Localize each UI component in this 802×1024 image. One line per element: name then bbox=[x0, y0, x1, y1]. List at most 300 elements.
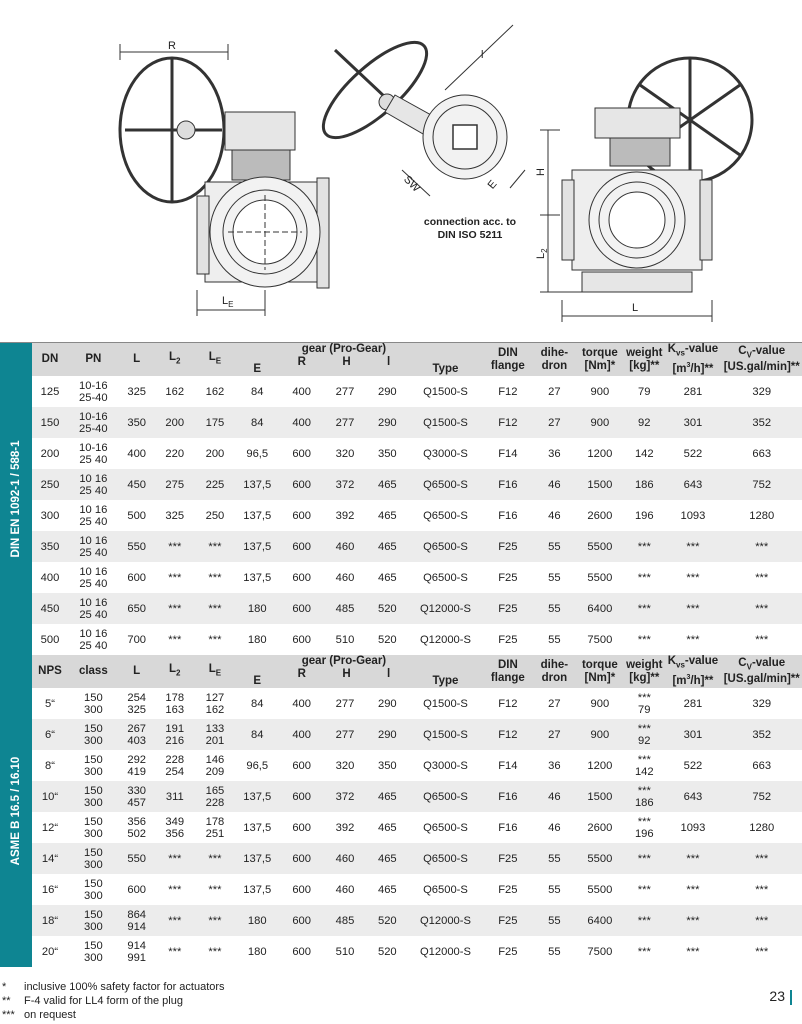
weight-header-line: weight bbox=[626, 346, 663, 359]
cell-pn-line: 150 bbox=[84, 939, 103, 952]
cell-pn-line: 25 40 bbox=[79, 546, 108, 559]
cell-dihe: 36 bbox=[548, 447, 561, 460]
cell-dn: 20“ bbox=[41, 945, 59, 958]
cell-pn-line: 150 bbox=[84, 722, 103, 735]
cv-value: -value bbox=[751, 344, 786, 357]
cell-torque: 1200 bbox=[587, 759, 613, 772]
cell-pn-line: 25 40 bbox=[79, 639, 108, 652]
col-header-cv bbox=[721, 655, 802, 688]
cell-l bbox=[119, 750, 155, 781]
e-header-label: E bbox=[253, 363, 262, 376]
cell-l: 600 bbox=[127, 883, 147, 896]
cell-pn-line: 10 16 bbox=[79, 627, 108, 640]
right-valve-view bbox=[540, 58, 752, 322]
cell-l-line: 914 bbox=[127, 939, 147, 952]
cell-pn-line: 150 bbox=[84, 908, 103, 921]
cell-l2: 325 bbox=[165, 509, 185, 522]
cell-le bbox=[195, 750, 235, 781]
cell-weight: 142 bbox=[634, 447, 654, 460]
cell-l2: *** bbox=[155, 905, 195, 936]
cell-type: Q12000-S bbox=[419, 633, 471, 646]
table-body bbox=[32, 688, 802, 967]
cell-le-line: 209 bbox=[205, 765, 225, 778]
connection-note bbox=[400, 216, 540, 242]
cell-dn: 5“ bbox=[45, 697, 55, 710]
cell-cv: 663 bbox=[752, 447, 772, 460]
cell-type: Q6500-S bbox=[423, 821, 468, 834]
cell-l2-line: 254 bbox=[165, 765, 185, 778]
le-header-label: L bbox=[208, 351, 216, 364]
cell-pn-line: 300 bbox=[84, 734, 103, 747]
cell-l2: *** bbox=[155, 593, 195, 624]
cell-pn-line: 10-16 bbox=[79, 410, 108, 423]
cell-dn: 10“ bbox=[32, 781, 68, 812]
cell-weight: *** bbox=[637, 633, 651, 646]
cell-pn bbox=[68, 562, 119, 593]
l2-header-sub: 2 bbox=[176, 356, 181, 366]
cv-c: C bbox=[738, 656, 747, 669]
cell-dn: 150 bbox=[32, 407, 68, 438]
cell-kvs: 1093 bbox=[680, 821, 706, 834]
cell-dihe: 55 bbox=[533, 531, 575, 562]
table-row bbox=[32, 719, 802, 750]
cell-cv: 752 bbox=[721, 781, 802, 812]
cell-torque: 900 bbox=[590, 697, 610, 710]
cell-din: F25 bbox=[482, 531, 533, 562]
cell-pn-line: 300 bbox=[84, 827, 103, 840]
cell-l2: 220 bbox=[165, 447, 185, 460]
cell-h: 460 bbox=[324, 531, 366, 562]
footnote-mark: * bbox=[2, 981, 7, 993]
cell-kvs: *** bbox=[664, 593, 721, 624]
cell-le bbox=[195, 688, 235, 719]
table-header bbox=[32, 343, 802, 376]
cell-l2: 311 bbox=[155, 781, 195, 812]
cell-le: *** bbox=[195, 593, 235, 624]
cell-weight-line: *** bbox=[637, 722, 651, 735]
cell-h: 320 bbox=[335, 447, 355, 460]
table-row bbox=[32, 593, 802, 624]
cell-e: 137,5 bbox=[235, 531, 279, 562]
cell-weight: *** bbox=[624, 531, 664, 562]
cell-r: 400 bbox=[292, 697, 311, 710]
cell-torque: 6400 bbox=[576, 905, 625, 936]
cell-le: 162 bbox=[205, 385, 225, 398]
cell-l bbox=[119, 812, 155, 843]
cell-le-line: 228 bbox=[205, 796, 225, 809]
cell-dn: 350 bbox=[32, 531, 68, 562]
cell-r: 400 bbox=[292, 385, 311, 398]
cell-weight: *** bbox=[624, 843, 664, 874]
kvs-unit-end: /h]** bbox=[690, 363, 714, 376]
col-header-cv bbox=[721, 343, 802, 376]
cell-dn: 250 bbox=[32, 469, 68, 500]
kvs-value: -value bbox=[684, 655, 719, 667]
cell-le: 175 bbox=[195, 407, 235, 438]
cell-r: 600 bbox=[279, 531, 323, 562]
cell-le-line: 127 bbox=[205, 691, 225, 704]
col-header-pn bbox=[68, 655, 119, 688]
cell-weight: 92 bbox=[624, 407, 664, 438]
din-side-label: DIN EN 1092-1 / 588-1 bbox=[10, 440, 22, 558]
cell-din: F16 bbox=[482, 781, 533, 812]
col-header-l2 bbox=[155, 343, 195, 376]
cell-h: 277 bbox=[335, 385, 355, 398]
din-header-line: DIN bbox=[497, 658, 518, 671]
page-number bbox=[769, 988, 792, 1005]
cell-dihe: 46 bbox=[533, 469, 575, 500]
cell-le: *** bbox=[195, 843, 235, 874]
cell-le: 225 bbox=[195, 469, 235, 500]
cell-dihe: 55 bbox=[548, 633, 561, 646]
cv-unit: [US.gal/min]** bbox=[723, 361, 800, 374]
connection-note-line: DIN ISO 5211 bbox=[437, 229, 503, 241]
cell-pn-line: 150 bbox=[84, 815, 103, 828]
kvs-unit: [m bbox=[672, 675, 687, 688]
cell-h: 392 bbox=[335, 821, 355, 834]
din-side-bar bbox=[0, 343, 32, 655]
cell-weight: 79 bbox=[638, 385, 651, 398]
cell-pn bbox=[68, 905, 119, 936]
cell-dn: 200 bbox=[40, 447, 60, 460]
cell-kvs: 522 bbox=[683, 447, 703, 460]
cell-din: F12 bbox=[498, 385, 518, 398]
cell-e: 137,5 bbox=[235, 843, 279, 874]
weight-header-line: [kg]** bbox=[629, 671, 660, 684]
cell-cv: *** bbox=[755, 883, 769, 896]
cell-dn: 14“ bbox=[32, 843, 68, 874]
cell-dihe: 27 bbox=[533, 719, 575, 750]
kvs-header-line bbox=[664, 359, 721, 376]
left-valve-view bbox=[120, 44, 329, 316]
r-header-label: R bbox=[297, 356, 306, 368]
cell-pn bbox=[68, 438, 119, 469]
table-row bbox=[32, 781, 802, 812]
cell-weight bbox=[624, 750, 664, 781]
cell-pn-line: 150 bbox=[84, 784, 103, 797]
h-header-label: H bbox=[342, 356, 351, 368]
cell-l2-line: 216 bbox=[165, 734, 185, 747]
cell-pn-line: 300 bbox=[84, 765, 103, 778]
cell-kvs: 281 bbox=[683, 697, 703, 710]
valve-drawings-svg bbox=[0, 0, 802, 342]
table-row bbox=[32, 905, 802, 936]
cell-e: 137,5 bbox=[243, 509, 272, 522]
cell-l2-line: 191 bbox=[165, 722, 185, 735]
cell-din: F25 bbox=[482, 905, 533, 936]
cell-pn-line: 300 bbox=[84, 796, 103, 809]
kvs-header-line bbox=[664, 655, 721, 671]
i-header-label: l bbox=[387, 668, 391, 680]
asme-table-section bbox=[0, 655, 802, 967]
cell-din: F12 bbox=[498, 697, 518, 710]
cell-h: 372 bbox=[324, 781, 366, 812]
col-header-dihedron bbox=[533, 343, 575, 376]
cell-dihe: 27 bbox=[548, 697, 561, 710]
cell-kvs: *** bbox=[686, 571, 700, 584]
le-header-sub: E bbox=[215, 356, 222, 366]
cell-pn bbox=[68, 750, 119, 781]
le-header-label: L bbox=[208, 663, 216, 676]
kvs-k: K bbox=[667, 655, 676, 667]
cell-dihe: 55 bbox=[548, 571, 561, 584]
cell-l-line: 330 bbox=[127, 784, 147, 797]
cell-dn: 16“ bbox=[41, 883, 59, 896]
cell-weight: 196 bbox=[634, 509, 654, 522]
col-header-type bbox=[408, 343, 482, 376]
cell-din: F16 bbox=[498, 509, 518, 522]
cell-i: 465 bbox=[377, 509, 397, 522]
cell-l-line: 864 bbox=[127, 908, 147, 921]
cell-pn bbox=[68, 843, 119, 874]
cell-pn-line: 25 40 bbox=[79, 577, 108, 590]
cell-cv: *** bbox=[721, 905, 802, 936]
cell-e: 180 bbox=[247, 633, 267, 646]
i-header-label: l bbox=[387, 356, 391, 368]
cell-type: Q1500-S bbox=[423, 385, 468, 398]
cell-weight: *** bbox=[637, 945, 651, 958]
table-row bbox=[32, 407, 802, 438]
col-header-weight bbox=[624, 343, 664, 376]
col-header-le bbox=[195, 343, 235, 376]
cell-weight-line: *** bbox=[637, 784, 651, 797]
cell-r: 600 bbox=[292, 447, 311, 460]
cell-le bbox=[195, 781, 235, 812]
asme-dimensions-table bbox=[32, 655, 802, 967]
cell-pn bbox=[68, 812, 119, 843]
cell-torque: 5500 bbox=[576, 843, 625, 874]
cell-i: 290 bbox=[377, 385, 397, 398]
cell-weight bbox=[624, 781, 664, 812]
cell-pn bbox=[68, 531, 119, 562]
dn-header-label: NPS bbox=[38, 665, 62, 678]
cell-i: 465 bbox=[366, 531, 408, 562]
l2-header-label: L bbox=[169, 351, 177, 364]
cell-le-line: 178 bbox=[205, 815, 225, 828]
cell-e: 180 bbox=[235, 593, 279, 624]
cell-i: 520 bbox=[366, 905, 408, 936]
cell-le bbox=[195, 812, 235, 843]
cell-pn-line: 300 bbox=[84, 858, 103, 871]
cell-pn-line: 300 bbox=[84, 889, 103, 902]
cell-l2: 275 bbox=[155, 469, 195, 500]
din-table-section bbox=[0, 343, 802, 655]
cell-h: 460 bbox=[324, 843, 366, 874]
cell-r: 600 bbox=[292, 633, 311, 646]
cell-h: 510 bbox=[335, 633, 355, 646]
cell-din: F14 bbox=[498, 447, 518, 460]
torque-header-line: [Nm]* bbox=[584, 671, 616, 684]
cell-le: *** bbox=[208, 883, 222, 896]
cell-pn bbox=[68, 874, 119, 905]
cell-pn bbox=[68, 469, 119, 500]
footnote-text: inclusive 100% safety factor for actuators bbox=[24, 981, 225, 993]
dn-header-label: DN bbox=[41, 353, 59, 366]
footnote bbox=[0, 1008, 225, 1022]
cell-kvs: 643 bbox=[664, 781, 721, 812]
cell-kvs: *** bbox=[686, 945, 700, 958]
cell-torque: 7500 bbox=[587, 633, 613, 646]
cell-dihe: 46 bbox=[548, 509, 561, 522]
cell-e: 96,5 bbox=[246, 759, 269, 772]
cell-dn: 125 bbox=[40, 385, 60, 398]
cv-sub: V bbox=[746, 662, 752, 672]
cell-cv: *** bbox=[755, 945, 769, 958]
cell-kvs: 522 bbox=[683, 759, 703, 772]
cell-weight-line: *** bbox=[637, 691, 651, 704]
cell-pn bbox=[68, 688, 119, 719]
cv-c: C bbox=[738, 344, 747, 357]
cell-type: Q1500-S bbox=[423, 697, 468, 710]
cell-dihe: 55 bbox=[533, 593, 575, 624]
cell-r: 600 bbox=[292, 759, 311, 772]
cell-type: Q1500-S bbox=[408, 407, 482, 438]
cell-l-line: 267 bbox=[127, 722, 147, 735]
col-header-e bbox=[235, 343, 279, 376]
cell-weight-line: 79 bbox=[638, 703, 651, 716]
type-header-label: Type bbox=[432, 363, 459, 376]
cell-torque: 2600 bbox=[587, 821, 613, 834]
dim-label-l-right: L bbox=[632, 302, 639, 314]
cell-cv: 352 bbox=[721, 719, 802, 750]
dihe-header-line: dron bbox=[541, 359, 568, 372]
type-header-label: Type bbox=[432, 675, 459, 688]
cell-pn-line: 300 bbox=[84, 951, 103, 964]
cell-l: 550 bbox=[119, 531, 155, 562]
cell-kvs: 301 bbox=[664, 719, 721, 750]
cell-pn bbox=[68, 407, 119, 438]
cell-l2-line: 349 bbox=[165, 815, 185, 828]
cell-cv: 329 bbox=[752, 385, 772, 398]
cell-dihe: 55 bbox=[533, 843, 575, 874]
col-header-kvs bbox=[664, 343, 721, 376]
cell-l2: *** bbox=[168, 571, 182, 584]
cell-type: Q1500-S bbox=[408, 719, 482, 750]
torque-header-line: torque bbox=[581, 658, 618, 671]
cell-pn-line: 150 bbox=[84, 691, 103, 704]
cell-torque: 5500 bbox=[576, 531, 625, 562]
page-number-text: 23 bbox=[769, 988, 785, 1004]
cell-kvs: *** bbox=[664, 843, 721, 874]
cell-din: F25 bbox=[482, 843, 533, 874]
cell-l2: *** bbox=[155, 843, 195, 874]
footnote bbox=[0, 980, 225, 994]
cell-le: *** bbox=[195, 531, 235, 562]
cell-l: 550 bbox=[119, 843, 155, 874]
table-row bbox=[32, 438, 802, 469]
cell-weight-line: 196 bbox=[634, 827, 654, 840]
cell-type: Q6500-S bbox=[408, 781, 482, 812]
cell-pn-line: 10 16 bbox=[79, 472, 108, 485]
cell-l-line: 991 bbox=[127, 951, 147, 964]
cell-kvs: 643 bbox=[664, 469, 721, 500]
cell-kvs: 1093 bbox=[680, 509, 706, 522]
cell-cv: *** bbox=[755, 633, 769, 646]
din-header-line: DIN bbox=[497, 346, 518, 359]
cell-din: F25 bbox=[498, 945, 518, 958]
cell-pn-line: 10 16 bbox=[79, 565, 108, 578]
l-header-label: L bbox=[133, 665, 141, 678]
cell-e: 137,5 bbox=[235, 469, 279, 500]
table-row bbox=[32, 874, 802, 905]
cell-type: Q3000-S bbox=[423, 447, 468, 460]
torque-header-line: torque bbox=[581, 346, 618, 359]
cell-pn-line: 25-40 bbox=[79, 422, 108, 435]
cell-e: 137,5 bbox=[235, 781, 279, 812]
kvs-sup: 3 bbox=[686, 362, 691, 370]
kvs-value: -value bbox=[684, 343, 719, 355]
cell-pn-line: 10 16 bbox=[79, 534, 108, 547]
dim-label-le: $L_E$ bbox=[222, 295, 234, 309]
cell-weight-line: *** bbox=[637, 753, 651, 766]
connection-note-line: connection acc. to bbox=[423, 216, 517, 228]
asme-side-bar bbox=[0, 655, 32, 967]
cell-l: 325 bbox=[127, 385, 147, 398]
cell-h: 277 bbox=[324, 719, 366, 750]
torque-header-line: [Nm]* bbox=[584, 359, 616, 372]
cell-r: 600 bbox=[279, 593, 323, 624]
cell-torque: 1500 bbox=[576, 469, 625, 500]
cell-l: 450 bbox=[119, 469, 155, 500]
din-header-line: flange bbox=[490, 671, 525, 684]
middle-valve-view bbox=[310, 25, 525, 196]
cell-r: 600 bbox=[292, 821, 311, 834]
cell-i: 465 bbox=[377, 571, 397, 584]
dihe-header-line: dihe- bbox=[540, 658, 569, 671]
cell-le-line: 165 bbox=[205, 784, 225, 797]
cell-weight: 186 bbox=[624, 469, 664, 500]
cell-i: 290 bbox=[377, 697, 397, 710]
cell-l2-line: 228 bbox=[165, 753, 185, 766]
cell-e: 96,5 bbox=[246, 447, 269, 460]
header-row bbox=[32, 655, 802, 688]
table-row bbox=[32, 812, 802, 843]
cell-type: Q6500-S bbox=[423, 571, 468, 584]
kvs-header-line bbox=[664, 671, 721, 688]
cell-din: F16 bbox=[498, 821, 518, 834]
col-header-type bbox=[408, 655, 482, 688]
col-header-pn bbox=[68, 343, 119, 376]
pn-header-label: class bbox=[78, 665, 108, 678]
cell-l: 400 bbox=[127, 447, 147, 460]
col-header-weight bbox=[624, 655, 664, 688]
cell-kvs: *** bbox=[686, 633, 700, 646]
cell-le bbox=[195, 719, 235, 750]
cell-i: 465 bbox=[377, 883, 397, 896]
cell-pn bbox=[68, 376, 119, 407]
cell-l2-line: 163 bbox=[165, 703, 185, 716]
dihe-header-line: dihe- bbox=[540, 346, 569, 359]
cell-l bbox=[119, 781, 155, 812]
dim-label-l: l bbox=[481, 49, 484, 61]
cell-r: 600 bbox=[292, 571, 311, 584]
col-header-din bbox=[482, 655, 533, 688]
cell-din: F25 bbox=[498, 883, 518, 896]
cell-dihe: 46 bbox=[548, 821, 561, 834]
cv-header-line bbox=[721, 657, 802, 673]
cell-pn-line: 25 40 bbox=[79, 484, 108, 497]
footnote-mark: ** bbox=[2, 995, 11, 1007]
table-row bbox=[32, 843, 802, 874]
cell-type: Q3000-S bbox=[423, 759, 468, 772]
cell-type: Q12000-S bbox=[408, 905, 482, 936]
cell-cv: 1280 bbox=[749, 821, 775, 834]
col-header-gear bbox=[279, 343, 408, 376]
cell-e: 137,5 bbox=[243, 883, 272, 896]
kvs-unit-end: /h]** bbox=[690, 675, 714, 688]
cell-le: 200 bbox=[205, 447, 225, 460]
table-row bbox=[32, 531, 802, 562]
